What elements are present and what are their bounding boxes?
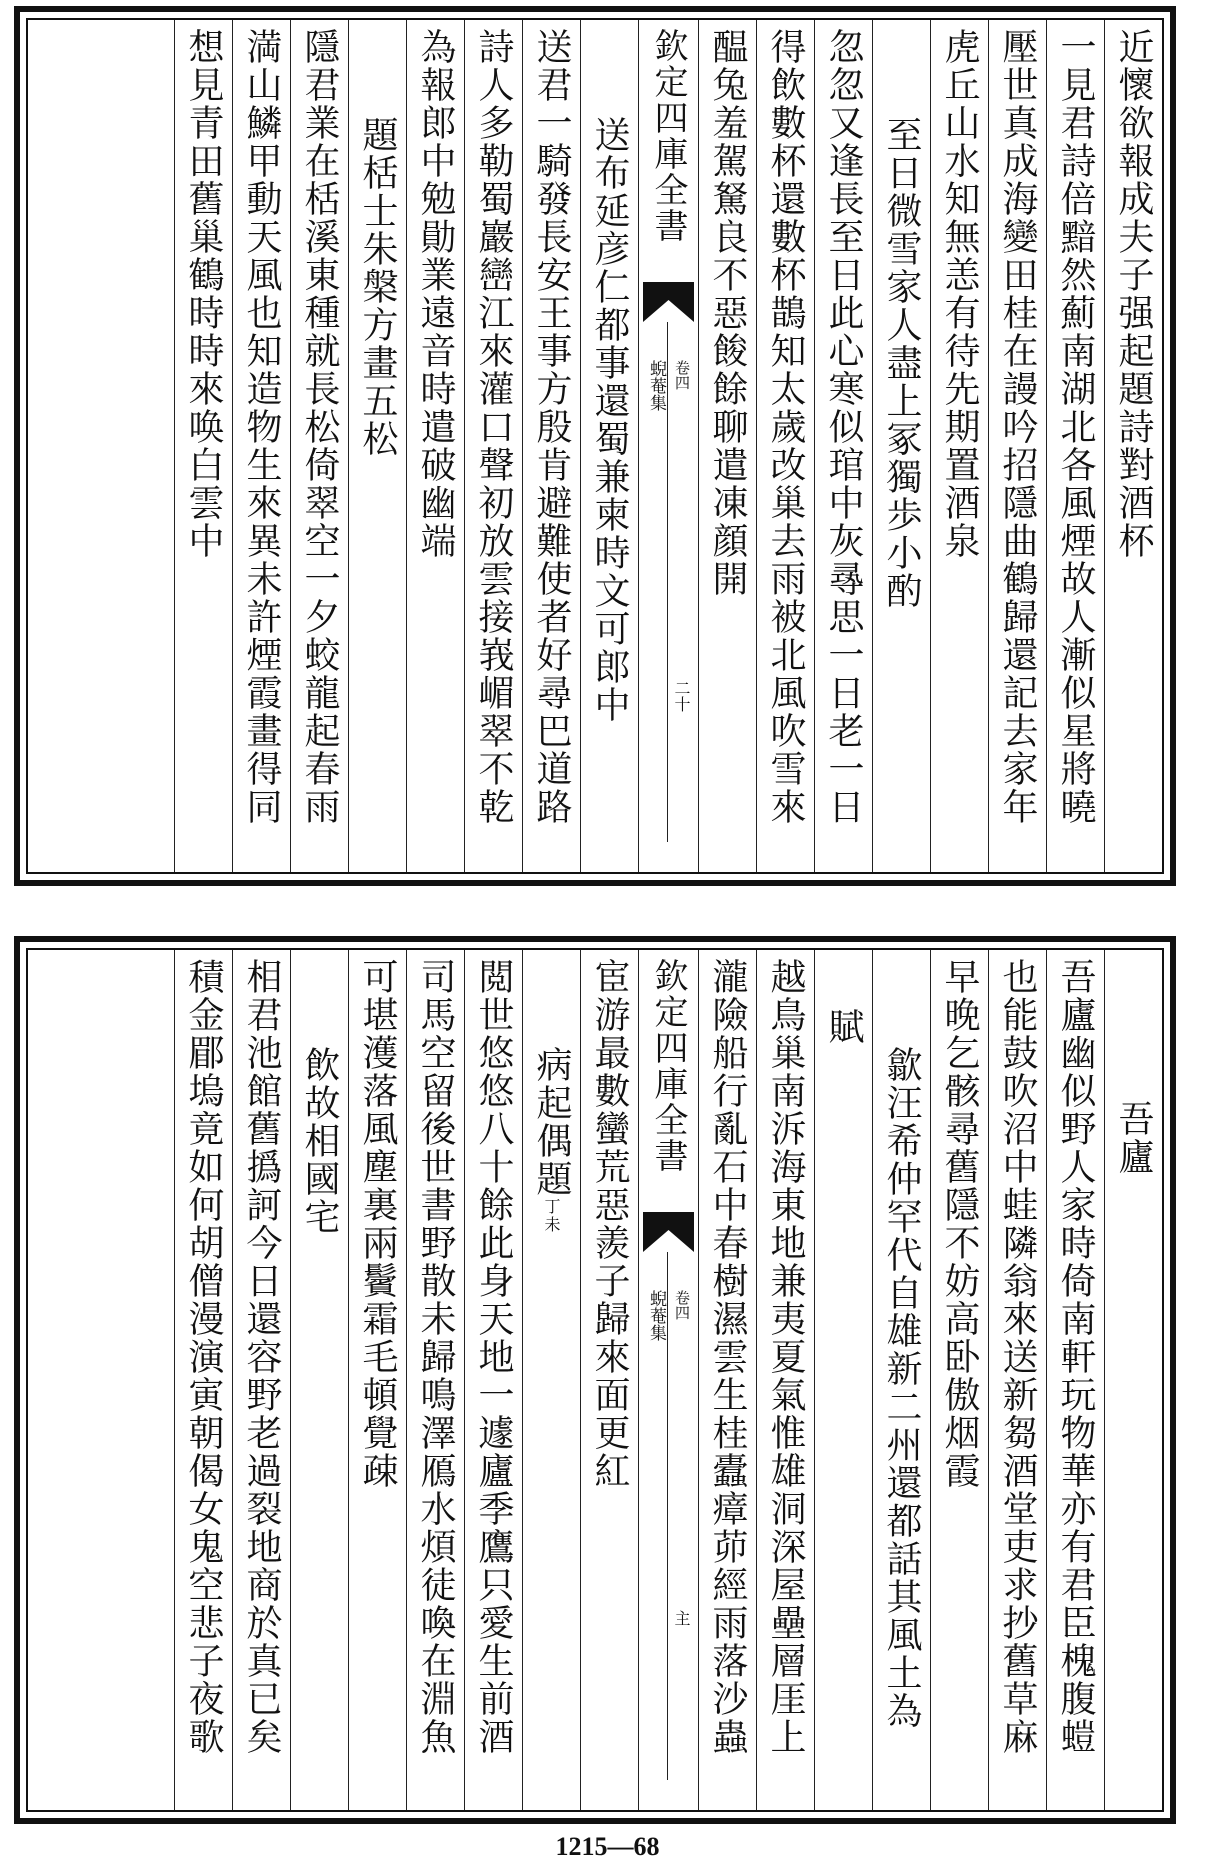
- text-column: 虎丘山水知無恙有待先期置酒泉: [930, 20, 988, 872]
- volume-label: 卷四: [673, 1290, 691, 1320]
- text-column: 一見君詩倍黯然薊南湖北各風煙故人漸似星將曉: [1046, 20, 1104, 872]
- text-column: 想見青田舊巢鶴時時來唤白雲中: [174, 20, 232, 872]
- collection-title: 欽定四庫全書: [648, 958, 688, 1174]
- text-column: 醖兔羞駕駑良不惡餕餘聊遣凍顔開: [698, 20, 756, 872]
- text-column: 吾廬幽似野人家時倚南軒玩物華亦有君臣槐腹螘: [1046, 950, 1104, 1810]
- poem-title-column: 送布延彦仁都事還蜀兼柬時文可郎中: [580, 20, 638, 872]
- text-column: 為報郎中勉勛業遠音時遣破幽端: [406, 20, 464, 872]
- fish-tail-ornament-icon: [643, 1212, 694, 1252]
- fish-tail-ornament-icon: [643, 282, 694, 322]
- poem-title-column: 題栝士朱槃方畫五松: [348, 20, 406, 872]
- text-column: 瀧險船行亂石中春樹濕雲生桂蠹瘴茆經雨落沙蟲: [698, 950, 756, 1810]
- text-column: 詩人多勒蜀巖巒江來灌口聲初放雲接峩嵋翠不乾: [464, 20, 522, 872]
- volume-label: 卷四: [673, 360, 691, 390]
- fold-line: [667, 322, 668, 842]
- book-name: 蜺菴集: [646, 1290, 666, 1341]
- poem-title-continuation: 賦: [814, 950, 872, 1810]
- text-column: 満山鱗甲動天風也知造物生來異未許煙霞畫得同: [232, 20, 290, 872]
- text-column: 相君池館舊撝訶今日還容野老過裂地商於真已矣: [232, 950, 290, 1810]
- text-column: 可堪濩落風塵裏兩鬢霜毛頓覺疎: [348, 950, 406, 1810]
- poem-title-column: 吾廬: [1104, 950, 1162, 1810]
- text-column: 送君一騎發長安王事方殷肯避難使者好尋巴道路: [522, 20, 580, 872]
- poem-title-column: [522, 950, 580, 1810]
- center-fold-column: [638, 20, 698, 872]
- text-column: 積金郿塢竟如何胡僧漫演寅朝偈女鬼空悲子夜歌: [174, 950, 232, 1810]
- bottom-page-columns: [26, 948, 1164, 1812]
- text-column: 近懷欲報成夫子强起題詩對酒杯: [1104, 20, 1162, 872]
- text-column: 越鳥巢南泝海東地兼夷夏氣惟雄洞深屋壘層厓上: [756, 950, 814, 1810]
- text-column: 宦游最數蠻荒惡羨子歸來面更紅: [580, 950, 638, 1810]
- center-fold-column: [638, 950, 698, 1810]
- text-column: 司馬空留後世書野散未歸鳴澤鴈水煩徒喚在淵魚: [406, 950, 464, 1810]
- poem-title-column: 至日微雪家人盡上冢獨歩小酌: [872, 20, 930, 872]
- text-column: 忽忽又逢長至日此心寒似琯中灰㝷思一日老一日: [814, 20, 872, 872]
- collection-title: 欽定四庫全書: [648, 28, 688, 244]
- poem-title: 病起偶題: [531, 1046, 572, 1198]
- leaf-number: 二十: [672, 680, 691, 712]
- text-column: 也能鼓吹沼中蛙隣翁來送新芻酒堂吏求抄舊草麻: [988, 950, 1046, 1810]
- page-number: 1215—68: [555, 1832, 660, 1861]
- bottom-page-frame: [14, 936, 1176, 1824]
- top-page-frame: [14, 6, 1176, 886]
- book-name: 蜺菴集: [646, 360, 666, 411]
- text-column: 早晚乞骸尋舊隱不妨高卧傲烟霞: [930, 950, 988, 1810]
- fold-line: [667, 1252, 668, 1780]
- poem-title-column: 飲故相國宅: [290, 950, 348, 1810]
- poem-title-column: 歙汪希仲罕代自雄新二州還都話其風土為: [872, 950, 930, 1810]
- text-column: 壓世真成海變田桂在謾吟招隱曲鶴歸還記去家年: [988, 20, 1046, 872]
- text-column: 隱君業在栝溪東種就長松倚翠空一夕蛟龍起春雨: [290, 20, 348, 872]
- text-column: 得飲數杯還數杯鵲知太歲改巢去雨被北風吹雪來: [756, 20, 814, 872]
- top-page-columns: [26, 18, 1164, 874]
- leaf-number: 主: [672, 1610, 691, 1626]
- text-column: 閲世悠悠八十餘此身天地一遽廬季鷹只愛生前酒: [464, 950, 522, 1810]
- date-note: 丁未: [542, 1198, 561, 1234]
